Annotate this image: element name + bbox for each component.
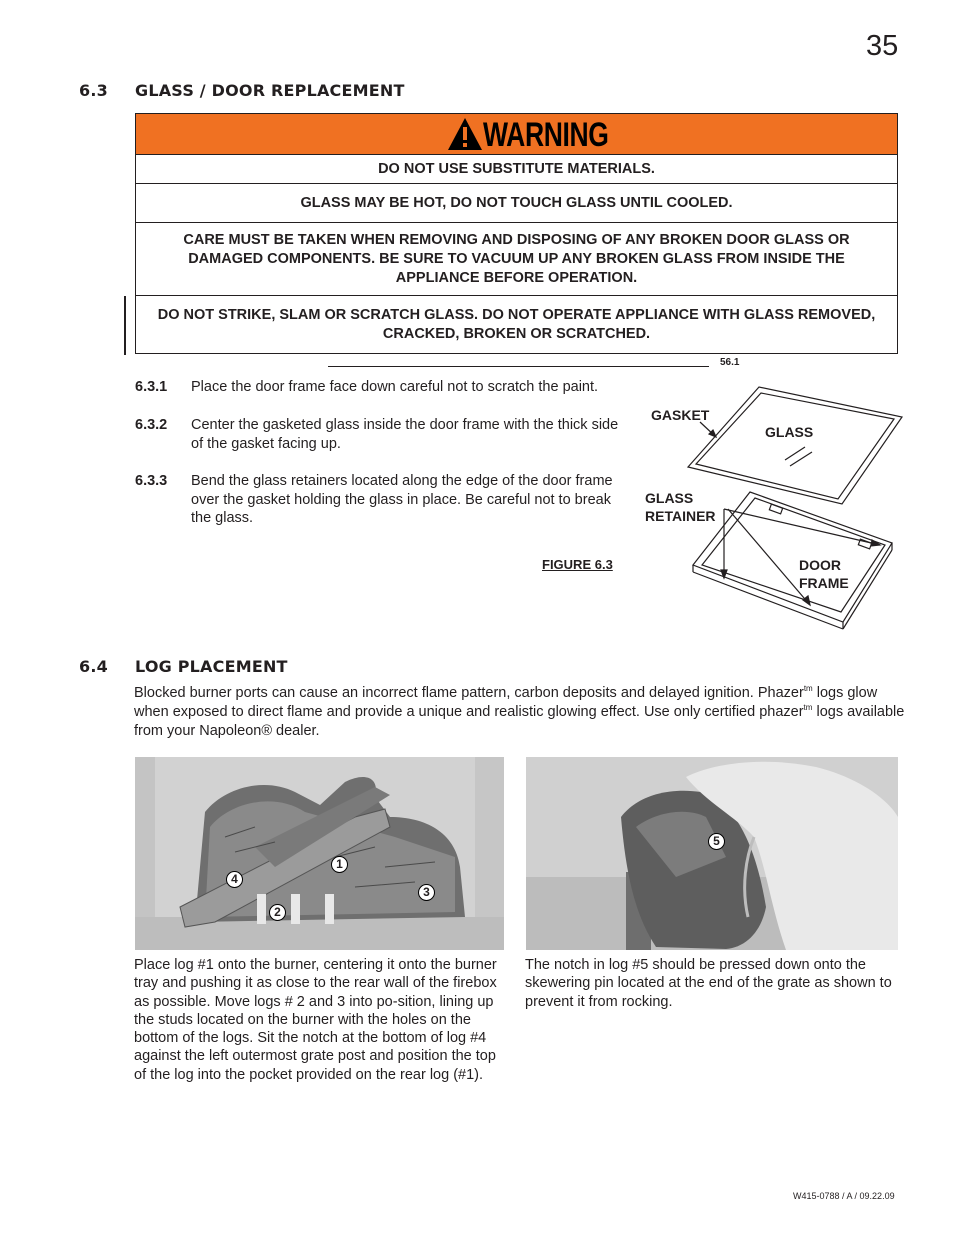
logs-illustration	[135, 757, 504, 950]
section-number: 6.4	[79, 657, 108, 676]
reference-line	[328, 366, 709, 367]
label-glass-retainer-line1: GLASS	[645, 490, 694, 506]
section-heading-6-4	[79, 657, 679, 677]
step-item	[135, 378, 640, 398]
label-door-frame-line2: FRAME	[799, 575, 849, 591]
log-hand-illustration	[526, 757, 898, 950]
step-text: Center the gasketed glass inside the door frame with the thick side of the gasket facing up.	[191, 417, 619, 452]
caption-left: Place log #1 onto the burner, centering it onto the burner tray and pushing it as close to the rear wall of the firebox as possible. Move logs # 2 and 3 into po-sition, lining up the studs located on the burner with the holes on the bottom of the logs. Sit the notch at the bottom of log #4 against the left outermost grate post and position the top of the log into the pocket provided on the rear log (#1).	[134, 957, 497, 1083]
reference-code: 56.1	[720, 357, 740, 368]
warning-row: CARE MUST BE TAKEN WHEN REMOVING AND DISPOSING OF ANY BROKEN DOOR GLASS OR DAMAGED COMPONENTS. BE SURE TO VACUUM UP ANY BROKEN GLASS FROM INSIDE THE APPLIANCE BEFORE OPERATION.	[136, 223, 897, 296]
log-badge: 3	[418, 884, 435, 901]
warning-triangle-icon	[447, 117, 483, 151]
step-text: Bend the glass retainers located along the edge of the door frame over the gasket holding the glass in place. Be careful not to break the glass.	[191, 473, 613, 526]
step-number: 6.3.3	[135, 473, 168, 489]
label-door-frame-line1: DOOR	[799, 557, 841, 573]
log-badge: 2	[269, 904, 286, 921]
log-badge: 5	[708, 833, 725, 850]
warning-row: DO NOT USE SUBSTITUTE MATERIALS.	[136, 155, 897, 184]
warning-row: GLASS MAY BE HOT, DO NOT TOUCH GLASS UNTIL COOLED.	[136, 184, 897, 223]
step-text: Place the door frame face down careful not to scratch the paint.	[191, 379, 599, 395]
section-title: LOG PLACEMENT	[135, 657, 288, 676]
log-placement-photo-left	[135, 757, 504, 950]
caption-right: The notch in log #5 should be pressed down onto the skewering pin located at the end of the grate as shown to prevent it from rocking.	[525, 957, 892, 1010]
log-badge: 4	[226, 871, 243, 888]
document-code: W415-0788 / A / 09.22.09	[793, 1191, 895, 1201]
log-placement-photo-right	[526, 757, 898, 950]
label-glass-retainer-line2: RETAINER	[645, 508, 716, 524]
step-item	[135, 416, 640, 456]
section-heading-6-3	[79, 81, 679, 101]
section-number: 6.3	[79, 81, 108, 100]
label-gasket: GASKET	[651, 407, 710, 423]
warning-box	[135, 113, 898, 354]
log-badge: 1	[331, 856, 348, 873]
warning-banner	[136, 114, 897, 155]
intro-paragraph: Blocked burner ports can cause an incorrect flame pattern, carbon deposits and delayed ignition. Phazer$^{tm}$ logs glow when exposed to direct flame and provide a unique and realistic glowing effect. Use only certified phazer$^{tm}$ logs available from your Napoleon® dealer.	[134, 684, 905, 739]
section-title: GLASS / DOOR REPLACEMENT	[135, 81, 405, 100]
page-number: 35	[866, 30, 899, 62]
step-number: 6.3.2	[135, 417, 168, 433]
label-glass: GLASS	[765, 424, 814, 440]
step-number: 6.3.1	[135, 379, 168, 395]
figure-caption: FIGURE 6.3	[542, 557, 613, 572]
warning-title: WARNING	[483, 116, 609, 154]
warning-row: DO NOT STRIKE, SLAM OR SCRATCH GLASS. DO NOT OPERATE APPLIANCE WITH GLASS REMOVED, CRACKED, BROKEN OR SCRATCHED.	[157, 306, 876, 342]
step-item	[135, 472, 640, 532]
change-bar	[124, 296, 126, 355]
